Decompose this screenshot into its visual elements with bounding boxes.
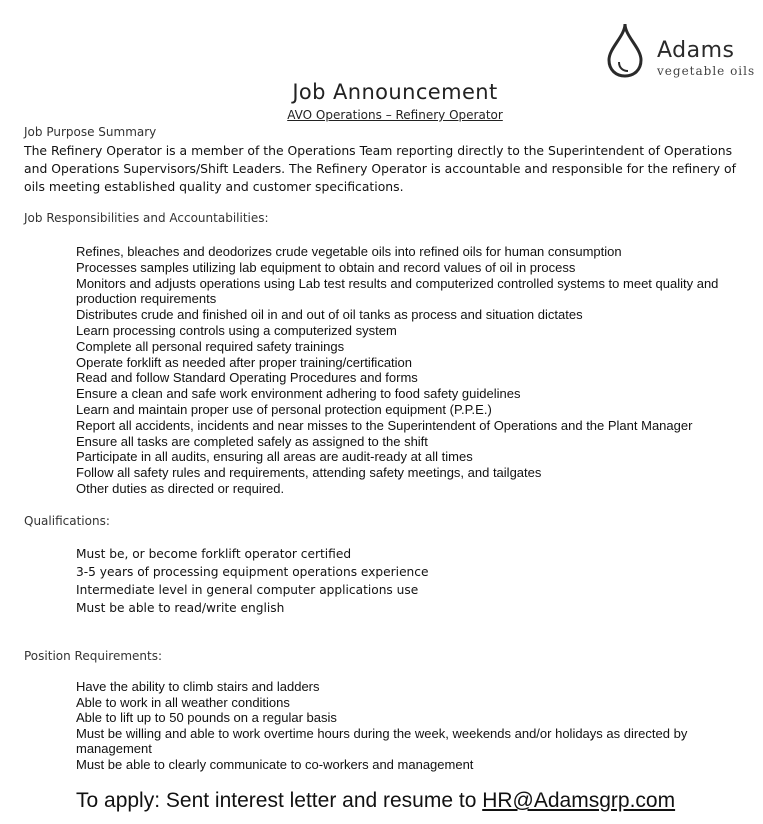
list-item: Ensure all tasks are completed safely as assigned to the shift [76, 433, 428, 449]
list-item: Must be able to read/write english [76, 601, 285, 615]
oil-drop-icon [603, 22, 647, 80]
logo-subtitle: vegetable oils [657, 64, 756, 78]
list-item: Refines, bleaches and deodorizes crude vegetable oils into refined oils for human consumption [76, 244, 622, 259]
list-item: Read and follow Standard Operating Procedures and forms [76, 370, 418, 386]
qualifications-list [76, 545, 676, 617]
list-item: Distributes crude and finished oil in and out of oil tanks as process and situation dictates [76, 307, 583, 323]
responsibilities-heading: Job Responsibilities and Accountabilities: [24, 211, 269, 225]
list-item: Must be, or become forklift operator certified [76, 547, 352, 561]
list-item: Follow all safety rules and requirements, attending safety meetings, and tailgates [76, 465, 542, 481]
list-item: Able to lift up to 50 pounds on a regular basis [76, 710, 337, 726]
list-item: Learn and maintain proper use of personal protection equipment (P.P.E.) [76, 401, 492, 417]
page-title: Job Announcement [292, 80, 498, 104]
requirements-heading: Position Requirements: [24, 649, 163, 663]
list-item: Have the ability to climb stairs and ladders [76, 679, 320, 694]
list-item: Able to work in all weather conditions [76, 694, 290, 710]
requirements-list [76, 679, 756, 773]
qualifications-heading: Qualifications: [24, 514, 110, 528]
purpose-text: The Refinery Operator is a member of the Operations Team reporting directly to the Superintendent of Operations and Operations Supervisors/Shift Leaders. The Refinery Operator is accountable and responsible for the refinery of oils meeting established quality and customer specifications. [24, 143, 736, 194]
logo-name: Adams [657, 38, 735, 63]
apply-line [76, 789, 675, 813]
list-item: Report all accidents, incidents and near misses to the Superintendent of Operations and the Plant Manager [76, 417, 693, 433]
list-item: Participate in all audits, ensuring all areas are audit-ready at all times [76, 449, 473, 465]
list-item: Operate forklift as needed after proper training/certification [76, 354, 413, 370]
list-item: Processes samples utilizing lab equipment to obtain and record values of oil in process [76, 259, 576, 275]
list-item: 3-5 years of processing equipment operations experience [76, 565, 429, 579]
list-item: Complete all personal required safety trainings [76, 338, 345, 354]
apply-text: To apply: Sent interest letter and resume to [76, 789, 483, 812]
list-item: Ensure a clean and safe work environment adhering to food safety guidelines [76, 386, 521, 402]
purpose-heading: Job Purpose Summary [24, 125, 157, 139]
responsibilities-list [76, 244, 756, 497]
page-subtitle: AVO Operations – Refinery Operator [287, 108, 503, 122]
list-item: Learn processing controls using a computerized system [76, 322, 397, 338]
list-item: Intermediate level in general computer applications use [76, 583, 419, 597]
list-item: Must be able to clearly communicate to co-workers and management [76, 756, 474, 772]
list-item: Must be willing and able to work overtime hours during the week, weekends and/or holidays as directed by management [76, 725, 688, 757]
company-logo [585, 18, 757, 84]
list-item: Other duties as directed or required. [76, 480, 285, 496]
list-item: Monitors and adjusts operations using Lab test results and computerized controlled systems to meet quality and production requirements [76, 275, 719, 307]
apply-email-link[interactable]: HR@Adamsgrp.com [482, 789, 676, 812]
